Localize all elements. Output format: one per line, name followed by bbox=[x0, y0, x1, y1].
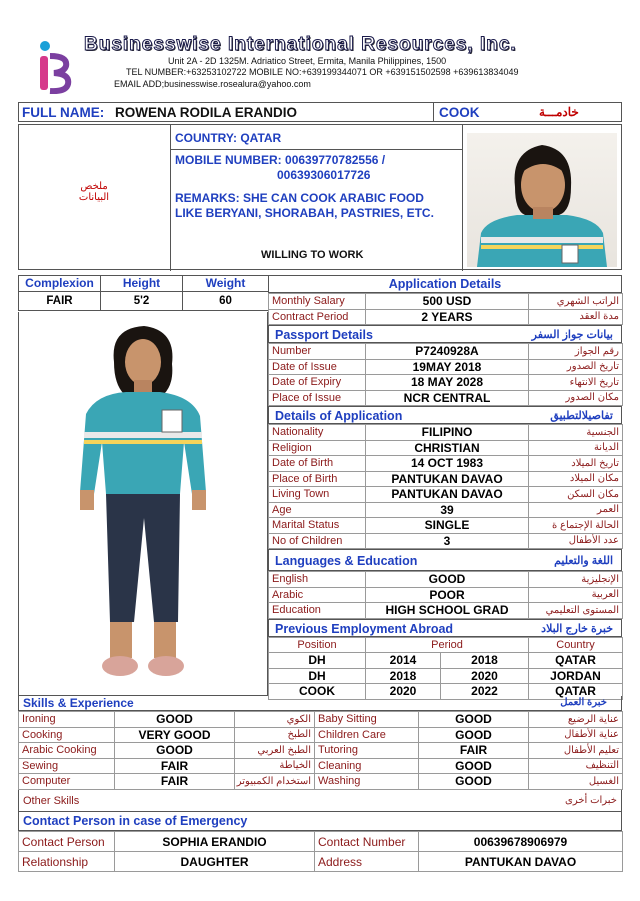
table-row: Number P7240928A رقم الجواز bbox=[269, 344, 623, 360]
passport-section-title: Passport Details بيانات جواز السفر bbox=[268, 325, 622, 343]
emergency-section bbox=[18, 812, 622, 872]
agency-header bbox=[18, 30, 622, 100]
employment-header-row: Position Period Country bbox=[269, 637, 623, 653]
table-row: Religion CHRISTIAN الديانة bbox=[269, 440, 623, 456]
emergency-table bbox=[18, 831, 623, 872]
table-row: Arabic Cooking GOOD الطبخ العربي Tutoring FAIR تعليم الأطفال bbox=[19, 743, 623, 759]
employment-section-title: Previous Employment Abroad خبرة خارج البلاد bbox=[268, 619, 622, 637]
table-row: Date of Issue 19MAY 2018 تاريخ الصدور bbox=[269, 359, 623, 375]
other-skills-row: Other Skills خبرات أخرى bbox=[18, 790, 622, 812]
details-table bbox=[268, 424, 623, 549]
position-arabic: خادمـــة bbox=[539, 105, 579, 119]
position-value: COOK bbox=[439, 105, 480, 120]
weight-header: Weight bbox=[183, 276, 269, 292]
relationship-value: DAUGHTER bbox=[115, 852, 315, 872]
passport-table bbox=[268, 343, 623, 406]
willing-to-work: WILLING TO WORK bbox=[261, 249, 364, 261]
employment-table bbox=[268, 637, 623, 700]
skills-section bbox=[18, 696, 622, 812]
height-header: Height bbox=[101, 276, 183, 292]
summary-area bbox=[18, 124, 622, 270]
table-row: DH 2018 2020 JORDAN bbox=[269, 668, 623, 684]
address-value: PANTUKAN DAVAO bbox=[419, 852, 623, 872]
country-line: COUNTRY: QATAR bbox=[175, 131, 282, 145]
physical-table bbox=[18, 275, 269, 311]
height-value: 5'2 bbox=[101, 291, 183, 310]
table-row: Date of Expiry 18 MAY 2028 تاريخ الانتهاء bbox=[269, 375, 623, 391]
full-name-label: FULL NAME: bbox=[22, 105, 105, 120]
table-row: DH 2014 2018 QATAR bbox=[269, 653, 623, 669]
agency-phones: TEL NUMBER:+63253102722 MOBILE NO:+639199344071 OR +639151502598 +639613834049 bbox=[126, 67, 519, 77]
table-row: Education HIGH SCHOOL GRAD المستوى التعليمي bbox=[269, 603, 623, 619]
table-row: No of Children 3 عدد الأطفال bbox=[269, 533, 623, 549]
agency-email: EMAIL ADD;businesswise.rosealura@yahoo.com bbox=[114, 79, 311, 89]
contact-number-value: 00639678906979 bbox=[419, 832, 623, 852]
application-details-title: Application Details bbox=[268, 275, 622, 293]
table-row: Marital Status SINGLE الحالة الإجتماع ة bbox=[269, 518, 623, 534]
table-row: Cooking VERY GOOD الطبخ Children Care GOOD عناية الأطفال bbox=[19, 727, 623, 743]
person-full-body-icon bbox=[56, 322, 230, 682]
table-row: Place of Birth PANTUKAN DAVAO مكان الميلاد bbox=[269, 471, 623, 487]
skills-section-title: Skills & Experience خبرة العمل bbox=[18, 696, 622, 711]
table-row: Monthly Salary 500 USD الراتب الشهري bbox=[269, 294, 623, 310]
table-row: Date of Birth 14 OCT 1983 تاريخ الميلاد bbox=[269, 456, 623, 472]
full-name-bar bbox=[18, 102, 622, 122]
table-row: Contract Period 2 YEARS مدة العقد bbox=[269, 309, 623, 325]
details-section-title: Details of Application تفاصيلالتطبيق bbox=[268, 406, 622, 424]
person-portrait-icon bbox=[467, 133, 617, 267]
application-table bbox=[268, 293, 623, 325]
languages-section-title: Languages & Education اللغة والتعليم bbox=[268, 549, 622, 571]
languages-table bbox=[268, 571, 623, 619]
agency-name: Businesswise International Resources, Inc. bbox=[84, 34, 517, 55]
remarks-line-2: LIKE BERYANI, SHORABAH, PASTRIES, ETC. bbox=[175, 206, 434, 220]
table-row: Age 39 العمر bbox=[269, 502, 623, 518]
table-row: Sewing FAIR الخياطة Cleaning GOOD التنظيف bbox=[19, 758, 623, 774]
skills-table bbox=[18, 711, 623, 790]
remarks-line: REMARKS: SHE CAN COOK ARABIC FOOD bbox=[175, 191, 424, 205]
complexion-value: FAIR bbox=[19, 291, 101, 310]
mobile-value-1: 00639770782556 / bbox=[285, 153, 386, 167]
table-row: Arabic POOR العربية bbox=[269, 587, 623, 603]
country-value: QATAR bbox=[240, 131, 282, 145]
table-row: Contact Person SOPHIA ERANDIO Contact Number 00639678906979 bbox=[19, 832, 623, 852]
table-row: Living Town PANTUKAN DAVAO مكان السكن bbox=[269, 487, 623, 503]
details-column bbox=[268, 275, 622, 700]
table-row: Nationality FILIPINO الجنسية bbox=[269, 425, 623, 441]
agency-address: Unit 2A - 2D 1325M. Adriatico Street, Ermita, Manila Philippines, 1500 bbox=[168, 56, 447, 66]
table-row: Place of Issue NCR CENTRAL مكان الصدور bbox=[269, 390, 623, 406]
mobile-value-2: 00639306017726 bbox=[277, 168, 371, 182]
weight-value: 60 bbox=[183, 291, 269, 310]
table-row: English GOOD الإنجليزية bbox=[269, 572, 623, 588]
full-name-value: ROWENA RODILA ERANDIO bbox=[115, 105, 297, 120]
complexion-header: Complexion bbox=[19, 276, 101, 292]
table-row: COOK 2020 2022 QATAR bbox=[269, 684, 623, 700]
summary-arabic: ملخص البيانات bbox=[78, 181, 110, 203]
table-row: Computer FAIR استخدام الكمبيوتر Washing GOOD الغسيل bbox=[19, 774, 623, 790]
table-row: Relationship DAUGHTER Address PANTUKAN DAVAO bbox=[19, 852, 623, 872]
contact-person-value: SOPHIA ERANDIO bbox=[115, 832, 315, 852]
table-row: Ironing GOOD الكوي Baby Sitting GOOD عناية الرضيع bbox=[19, 712, 623, 728]
br-logo-icon bbox=[34, 36, 74, 94]
mobile-line: MOBILE NUMBER: 00639770782556 / bbox=[175, 153, 386, 167]
emergency-title: Contact Person in case of Emergency bbox=[18, 812, 622, 831]
